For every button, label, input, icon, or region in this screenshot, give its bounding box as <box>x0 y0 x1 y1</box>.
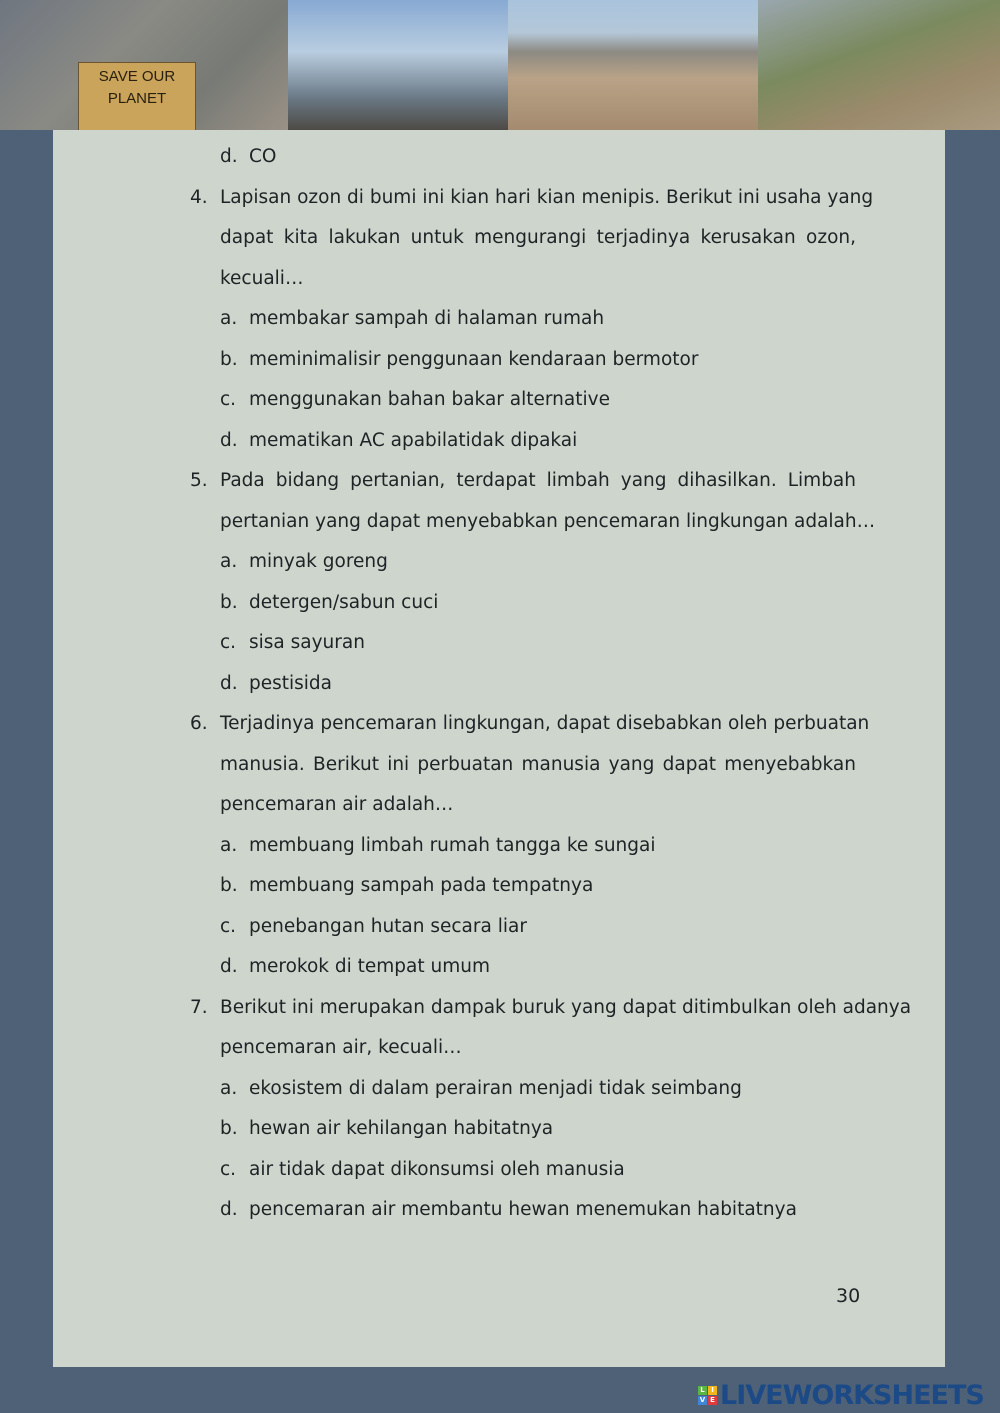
question-number: 5. <box>190 470 208 491</box>
option-letter: d. <box>220 429 238 451</box>
liveworksheets-logo <box>698 1380 984 1411</box>
header-banner <box>0 0 1000 130</box>
tile-l: L <box>698 1386 707 1395</box>
question-stem-line: Pada bidang pertanian, terdapat limbah yang dihasilkan. Limbah <box>220 470 856 491</box>
question-stem-line: pencemaran air, kecuali… <box>220 1037 462 1058</box>
option-text: mematikan AC apabilatidak dipakai <box>249 429 578 451</box>
option-text: merokok di tempat umum <box>249 956 491 977</box>
save-our-planet-sign: SAVE OUR PLANET <box>78 62 196 192</box>
polluted-beach-photo <box>508 0 758 130</box>
page-number: 30 <box>836 1285 861 1307</box>
option-text: membakar sampah di halaman rumah <box>249 308 605 329</box>
option-text: meminimalisir penggunaan kendaraan bermotor <box>249 348 699 370</box>
logo-text: LIVEWORKSHEETS <box>720 1380 984 1411</box>
option-text: pestisida <box>249 672 333 694</box>
option-text: membuang limbah rumah tangga ke sungai <box>249 834 656 856</box>
option-text: air tidak dapat dikonsumsi oleh manusia <box>249 1158 625 1180</box>
option-text: ekosistem di dalam perairan menjadi tidak seimbang <box>249 1077 742 1099</box>
factory-smoke-photo <box>288 0 508 130</box>
option-text: pencemaran air membantu hewan menemukan habitatnya <box>249 1199 797 1220</box>
option-text: CO <box>249 146 277 167</box>
question-number: 7. <box>190 996 208 1018</box>
question-stem-line: kecuali… <box>220 267 304 289</box>
option-letter: a. <box>220 834 238 856</box>
option-letter: b. <box>220 591 238 613</box>
logo-tiles-icon <box>698 1386 717 1405</box>
question-stem-line: pertanian yang dapat menyebabkan pencemaran lingkungan adalah… <box>220 510 876 532</box>
question-number: 4. <box>190 186 208 208</box>
question-stem-line: pencemaran air adalah… <box>220 794 454 815</box>
question-stem-line: Terjadinya pencemaran lingkungan, dapat disebabkan oleh perbuatan <box>220 713 870 734</box>
option-text: minyak goreng <box>249 551 388 572</box>
option-letter: c. <box>220 915 237 937</box>
option-letter: d. <box>220 146 238 167</box>
option-text: menggunakan bahan bakar alternative <box>249 389 610 410</box>
option-letter: a. <box>220 551 238 572</box>
option-letter: b. <box>220 875 238 896</box>
option-letter: d. <box>220 1199 238 1220</box>
option-text: detergen/sabun cuci <box>249 591 439 613</box>
option-letter: c. <box>220 389 237 410</box>
option-text: sisa sayuran <box>249 632 365 653</box>
option-letter: a. <box>220 1077 238 1099</box>
option-letter: a. <box>220 308 238 329</box>
option-text: membuang sampah pada tempatnya <box>249 875 594 896</box>
tile-v: V <box>699 1396 706 1404</box>
street-garbage-photo <box>758 0 1000 130</box>
question-stem-line: manusia. Berikut ini perbuatan manusia yang dapat menyebabkan <box>220 753 856 775</box>
question-stem-line: Berikut ini merupakan dampak buruk yang dapat ditimbulkan oleh adanya <box>220 996 912 1018</box>
question-number: 6. <box>190 713 208 734</box>
option-letter: b. <box>220 1118 238 1139</box>
option-letter: d. <box>220 672 238 694</box>
option-text: penebangan hutan secara liar <box>249 915 527 937</box>
option-letter: b. <box>220 348 238 370</box>
option-text: hewan air kehilangan habitatnya <box>249 1118 554 1139</box>
option-letter: d. <box>220 956 238 977</box>
tile-e: E <box>708 1396 717 1405</box>
question-stem-line: Lapisan ozon di bumi ini kian hari kian menipis. Berikut ini usaha yang <box>220 186 874 208</box>
option-letter: c. <box>220 632 237 653</box>
question-stem-line: dapat kita lakukan untuk mengurangi terjadinya kerusakan ozon, <box>220 227 856 248</box>
option-letter: c. <box>220 1158 237 1180</box>
tile-i: I <box>708 1386 717 1395</box>
